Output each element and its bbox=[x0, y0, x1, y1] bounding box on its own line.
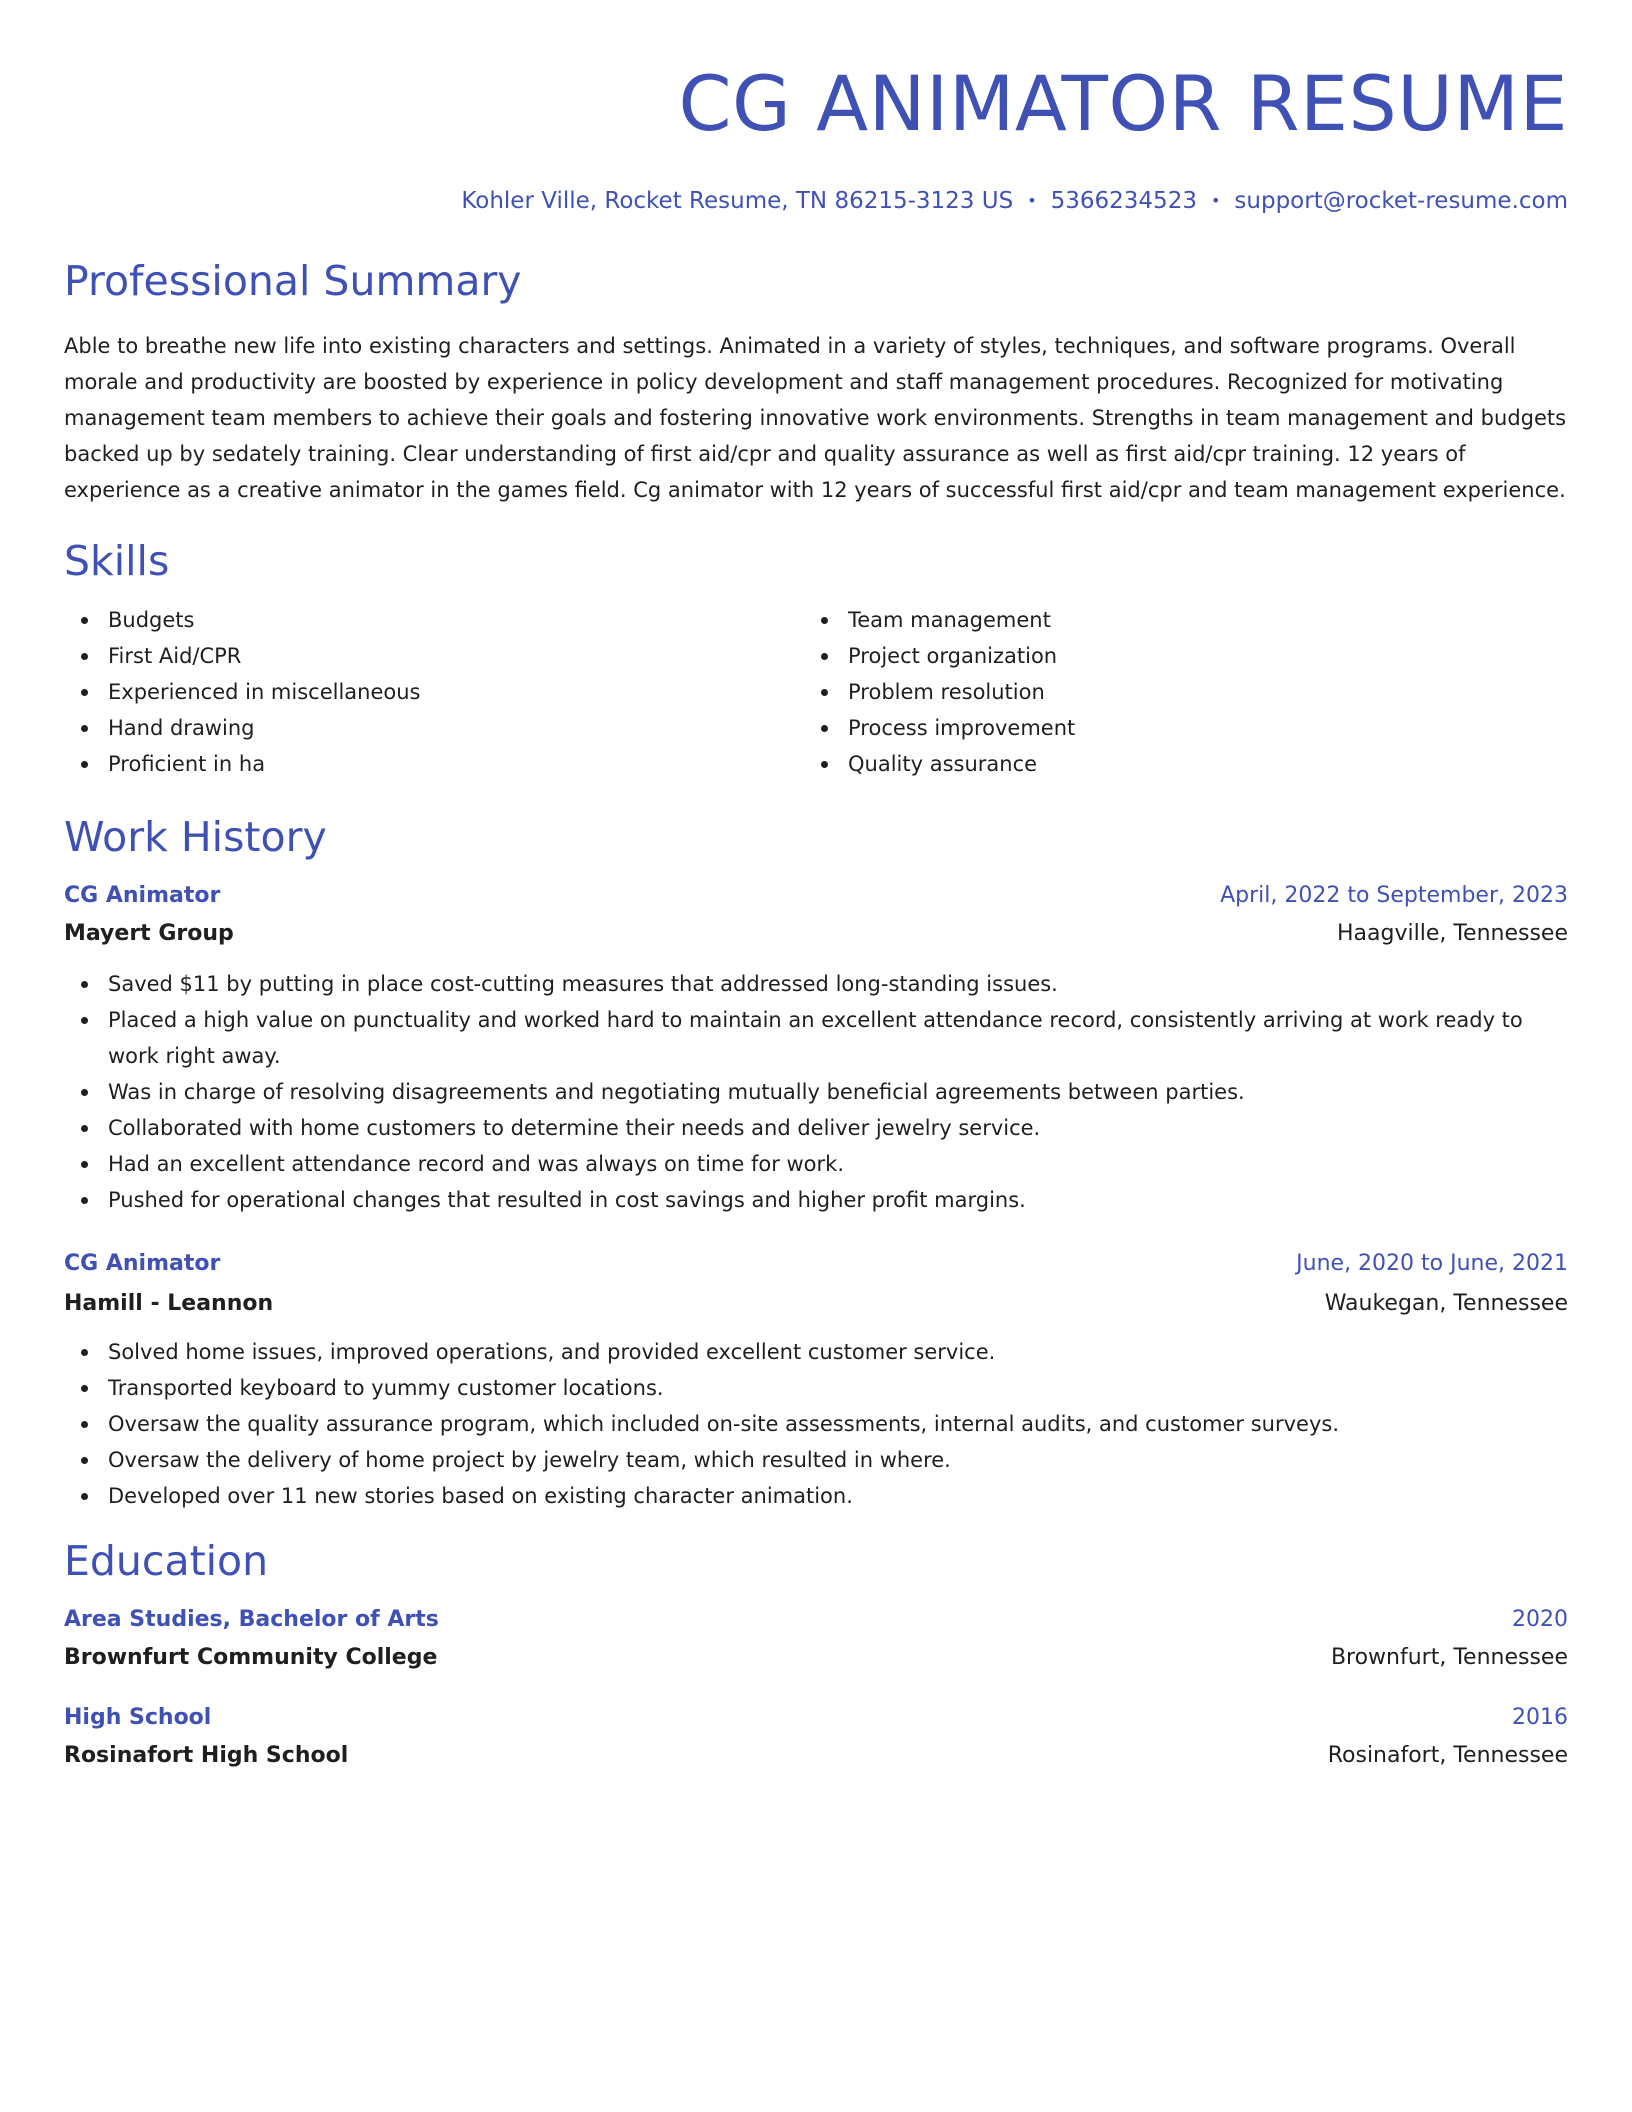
work-entry-subheader bbox=[64, 918, 1568, 950]
contact-separator: • bbox=[1027, 191, 1037, 210]
resume-title: CG ANIMATOR RESUME bbox=[678, 59, 1568, 148]
job-bullet: Had an excellent attendance record and was always on time for work. bbox=[64, 1146, 1568, 1182]
work-history-heading: Work History bbox=[64, 813, 327, 861]
skill-item: Project organization bbox=[804, 638, 1544, 674]
job-bullet: Placed a high value on punctuality and worked hard to maintain an excellent attendance record, consistently arriving at work ready to work right away. bbox=[64, 1002, 1568, 1074]
work-entry-header bbox=[64, 880, 1568, 912]
education-entry-header bbox=[64, 1604, 1568, 1636]
job-dates: April, 2022 to September, 2023 bbox=[1220, 883, 1568, 908]
work-entry-header bbox=[64, 1248, 1568, 1280]
skill-item: First Aid/CPR bbox=[64, 638, 804, 674]
job-bullet: Was in charge of resolving disagreements and negotiating mutually beneficial agreements between parties. bbox=[64, 1074, 1568, 1110]
job-bullet: Transported keyboard to yummy customer locations. bbox=[64, 1370, 1568, 1406]
work-entry-subheader bbox=[64, 1288, 1568, 1320]
skill-item: Quality assurance bbox=[804, 746, 1544, 782]
graduation-year: 2020 bbox=[1512, 1607, 1568, 1632]
skills-heading: Skills bbox=[64, 537, 170, 585]
degree-name: High School bbox=[64, 1705, 212, 1730]
education-entry bbox=[64, 1702, 1568, 1772]
school-location: Brownfurt, Tennessee bbox=[1330, 1645, 1568, 1670]
skills-column-left bbox=[64, 602, 804, 782]
skill-item: Budgets bbox=[64, 602, 804, 638]
job-title: CG Animator bbox=[64, 883, 221, 908]
education-entry-header bbox=[64, 1702, 1568, 1734]
job-bullet: Collaborated with home customers to determine their needs and deliver jewelry service. bbox=[64, 1110, 1568, 1146]
contact-line bbox=[64, 186, 1568, 216]
school-name: Brownfurt Community College bbox=[64, 1645, 438, 1670]
job-bullet: Solved home issues, improved operations, and provided excellent customer service. bbox=[64, 1334, 1568, 1370]
education-entry bbox=[64, 1604, 1568, 1674]
job-dates: June, 2020 to June, 2021 bbox=[1296, 1251, 1568, 1276]
summary-heading: Professional Summary bbox=[64, 257, 522, 305]
job-bullet: Developed over 11 new stories based on existing character animation. bbox=[64, 1478, 1568, 1514]
education-entry-subheader bbox=[64, 1740, 1568, 1772]
skills-list bbox=[64, 602, 1568, 782]
job-title: CG Animator bbox=[64, 1251, 221, 1276]
skill-item: Problem resolution bbox=[804, 674, 1544, 710]
graduation-year: 2016 bbox=[1512, 1705, 1568, 1730]
skill-item: Hand drawing bbox=[64, 710, 804, 746]
school-location: Rosinafort, Tennessee bbox=[1327, 1743, 1568, 1768]
contact-separator: • bbox=[1210, 191, 1221, 210]
skill-item: Team management bbox=[804, 602, 1544, 638]
job-bullet: Oversaw the delivery of home project by jewelry team, which resulted in where. bbox=[64, 1442, 1568, 1478]
skill-item: Process improvement bbox=[804, 710, 1544, 746]
work-entry bbox=[64, 880, 1568, 1218]
summary-text: Able to breathe new life into existing characters and settings. Animated in a variety of styles, techniques, and software programs. Overall morale and productivity are boosted by experience in policy development and staff management procedures. Recognized for motivating management team members to achieve their goals and fostering innovative work environments. Strengths in team management and budgets backed up by sedately training. Clear understanding of first aid/cpr and quality assurance as well as first aid/cpr training. 12 years of experience as a creative animator in the games field. Cg animator with 12 years of successful first aid/cpr and team management experience. bbox=[64, 334, 1567, 502]
education-entry-subheader bbox=[64, 1642, 1568, 1674]
job-location: Haagville, Tennessee bbox=[1337, 921, 1568, 946]
skills-column-right bbox=[804, 602, 1544, 782]
job-bullet: Oversaw the quality assurance program, which included on-site assessments, internal audits, and customer surveys. bbox=[64, 1406, 1568, 1442]
job-bullets bbox=[64, 1334, 1568, 1514]
company-name: Mayert Group bbox=[64, 921, 234, 946]
job-bullet: Saved $11 by putting in place cost-cutting measures that addressed long-standing issues. bbox=[64, 966, 1568, 1002]
work-entry bbox=[64, 1248, 1568, 1514]
skill-item: Proficient in ha bbox=[64, 746, 804, 782]
contact-address: Kohler Ville, Rocket Resume, TN 86215-3123 US bbox=[461, 188, 1014, 214]
job-bullet: Pushed for operational changes that resulted in cost savings and higher profit margins. bbox=[64, 1182, 1568, 1218]
degree-name: Area Studies, Bachelor of Arts bbox=[64, 1607, 439, 1632]
job-location: Waukegan, Tennessee bbox=[1324, 1291, 1568, 1316]
company-name: Hamill - Leannon bbox=[64, 1291, 274, 1316]
education-heading: Education bbox=[64, 1537, 269, 1585]
contact-email[interactable]: support@rocket-resume.com bbox=[1234, 188, 1568, 214]
school-name: Rosinafort High School bbox=[64, 1743, 349, 1768]
job-bullets bbox=[64, 966, 1568, 1218]
skill-item: Experienced in miscellaneous bbox=[64, 674, 804, 710]
contact-phone[interactable]: 5366234523 bbox=[1050, 188, 1197, 214]
